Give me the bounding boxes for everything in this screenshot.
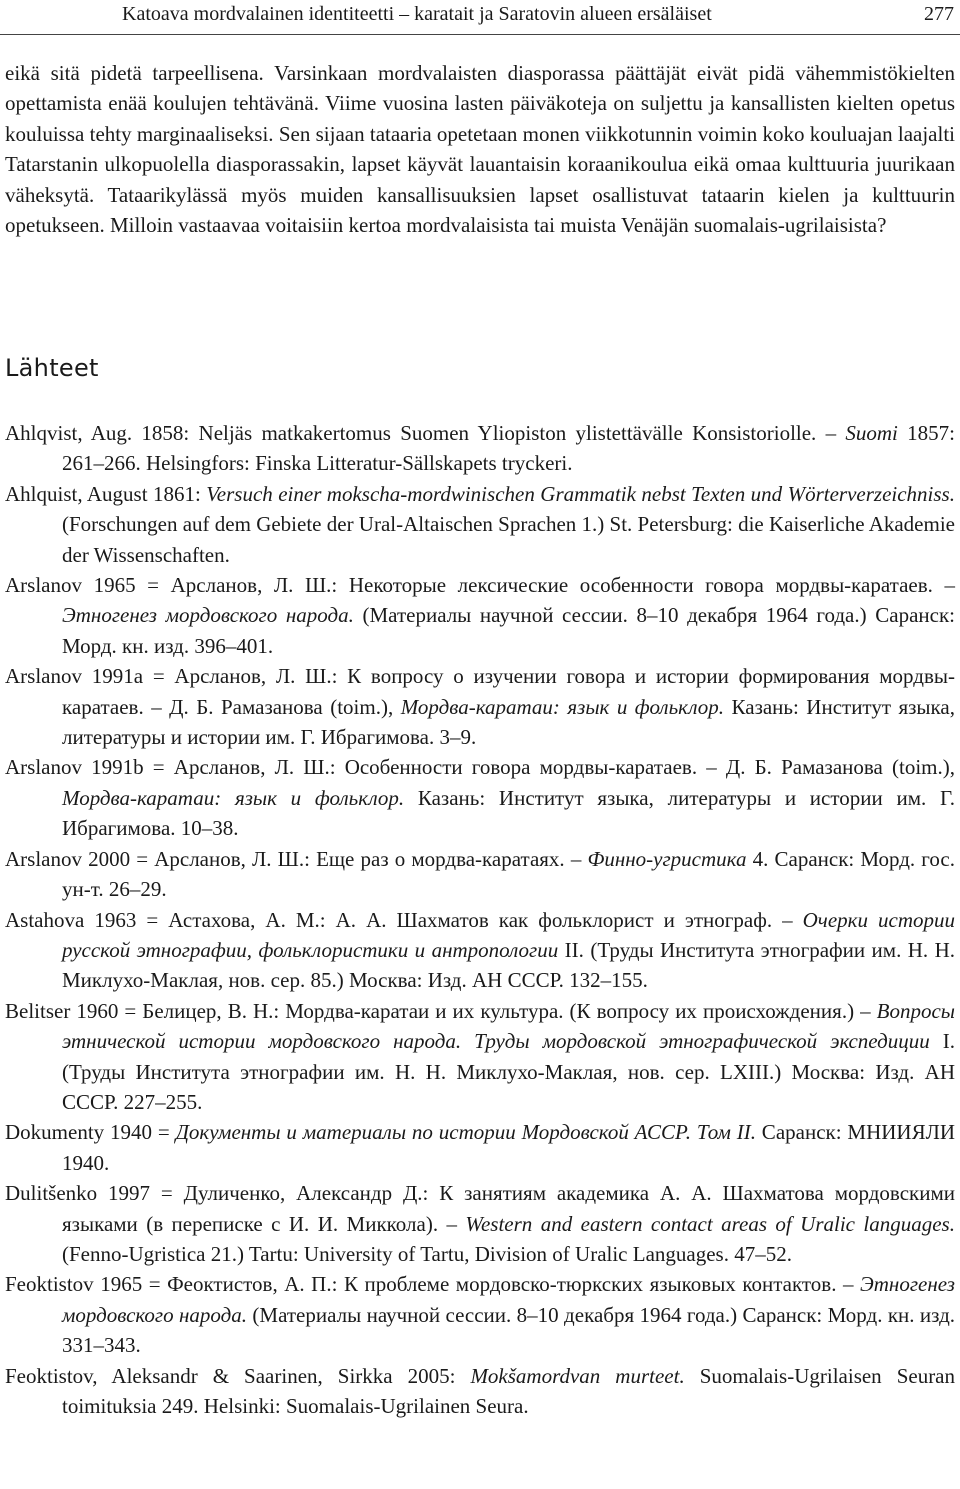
reference-text: Ahlquist, August 1861:	[5, 481, 207, 506]
running-header	[0, 0, 960, 35]
reference-text: (Fenno-Ugristica 21.) Tartu: University of Tartu, Division of Uralic Languages. 47–52.	[62, 1241, 792, 1266]
reference-title-italic: Документы и материалы по истории Мордовской АССР. Том II.	[175, 1120, 756, 1145]
reference-title-italic: Финно-угристика	[587, 846, 747, 871]
reference-title-italic: Мордва-каратаи: язык и фольклор.	[62, 785, 405, 810]
reference-list	[5, 418, 955, 1421]
reference-entry	[5, 661, 955, 752]
page-number: 277	[924, 3, 954, 25]
reference-title-italic: Mokšamordvan murteet.	[470, 1363, 685, 1388]
reference-title-italic: Versuch einer mokscha-mordwinischen Grammatik nebst Texten und Wörterverzeichniss.	[206, 481, 955, 506]
reference-text: Feoktistov, Aleksandr & Saarinen, Sirkka 2005:	[5, 1363, 471, 1388]
reference-text: (Материалы научной сессии. 8–10 декабря 1964 года.) Саранск: Морд. кн. изд. 331–343.	[62, 1302, 955, 1358]
section-heading-sources: Lähteet	[5, 354, 99, 382]
reference-text: (Forschungen auf dem Gebiete der Ural-Altaischen Sprachen 1.) St. Petersburg: die Kaiserliche Akademie der Wissenschaften.	[62, 512, 955, 567]
running-title: Katoava mordvalainen identiteetti – karatait ja Saratovin alueen ersäläiset	[122, 3, 712, 25]
reference-text: Arslanov 2000 = Арсланов, Л. Ш.: Еще раз о мордва-каратаях. –	[5, 846, 588, 871]
reference-title-italic: Очерки истории русской этнографии, фольклористики и антропологии	[62, 907, 955, 962]
reference-text: Dulitšenko 1997 = Дуличенко, Александр Д.: К занятиям академика А. А. Шахматова мордовскими языками (в переписке с И. И. Миккола). –	[5, 1181, 955, 1236]
reference-entry	[5, 752, 955, 843]
reference-entry	[5, 1269, 955, 1360]
body-paragraph: eikä sitä pidetä tarpeellisena. Varsinkaan mordvalaisten diasporassa päättäjät eivät pidä vähemmistökielten opettamista enää koulujen tehtävänä. Viime vuosina lasten päiväkoteja on suljettu ja kansallisten kielten opetus kouluissa tehty marginaaliseksi. Sen sijaan tataaria opetetaan monen viikkotunnin voimin koko kouluajan laajalti Tatarstanin ulkopuolella diasporassakin, lapset käyvät lauantaisin koraanikoulua eikä omaa kulttuuria juurikaan väheksytä. Tataarikylässä myös muiden kansallisuuksien lapset osallistuvat tataarin kielen ja kulttuurin opetukseen. Milloin vastaavaa voitaisiin kertoa mordvalaisista tai muista Venäjän suomalais-ugrilaisista?	[5, 61, 955, 238]
reference-entry	[5, 570, 955, 661]
reference-entry	[5, 479, 955, 570]
reference-title-italic: Мордва-каратаи: язык и фольклор.	[400, 694, 725, 719]
reference-text: Suomalais-Ugrilaisen Seuran toimituksia 249. Helsinki: Suomalais-Ugrilainen Seura.	[62, 1363, 956, 1418]
reference-title-italic: Этногенез мордовского народа.	[62, 1272, 955, 1327]
reference-title-italic: Western and eastern contact areas of Uralic languages.	[465, 1211, 955, 1236]
reference-entry	[5, 844, 955, 905]
reference-text: II. (Труды Института этнографии им. Н. Н. Миклухо-Маклая, нов. сер. 85.) Москва: Изд. АН СССР. 132–155.	[62, 937, 955, 993]
reference-text: Feoktistov 1965 = Феоктистов, А. П.: К проблеме мордовско-тюркских языковых контактов. –	[5, 1272, 860, 1297]
reference-entry	[5, 1117, 955, 1178]
reference-text: Arslanov 1991a = Арсланов, Л. Ш.: К вопросу о изучении говора и истории формирования мордвы-каратаев. – Д. Б. Рамазанова (toim.),	[5, 664, 955, 719]
reference-text: Казань: Институт языка, литературы и истории им. Г. Ибрагимова. 10–38.	[62, 785, 956, 841]
reference-text: Arslanov 1965 = Арсланов, Л. Ш.: Некоторые лексические особенности говора мордвы-каратаев. –	[5, 573, 955, 598]
reference-text: Ahlqvist, Aug. 1858: Neljäs matkakertomus Suomen Yliopiston ylistettävälle Konsistoriolle. –	[5, 421, 846, 445]
reference-text: 4. Саранск: Морд. гос. ун-т. 26–29.	[62, 846, 955, 902]
reference-text: Dokumenty 1940 =	[5, 1120, 176, 1145]
reference-text: Astahova 1963 = Астахова, А. М.: А. А. Шахматов как фольклорист и этнограф. –	[5, 907, 803, 932]
reference-entry	[5, 905, 955, 996]
reference-title-italic: Вопросы этнической истории мордовского народа. Труды мордовской этнографической экспедиции	[62, 998, 955, 1054]
reference-entry	[5, 1178, 955, 1269]
reference-entry	[5, 996, 955, 1118]
reference-text: Belitser 1960 = Белицер, В. Н.: Мордва-каратаи и их культура. (К вопросу их происхождения.) –	[5, 998, 877, 1023]
reference-text: (Материалы научной сессии. 8–10 декабря 1964 года.) Саранск: Морд. кн. изд. 396–401.	[62, 603, 955, 658]
reference-text: I. (Труды Института этнографии им. Н. Н. Миклухо-Маклая, нов. сер. LXIII.) Москва: Изд. АН СССР. 227–255.	[62, 1029, 955, 1114]
reference-text: 1857: 261–266. Helsingfors: Finska Litteratur-Sällskapets tryckeri.	[62, 421, 955, 476]
reference-title-italic: Этногенез мордовского народа.	[62, 603, 354, 628]
reference-entry	[5, 1361, 955, 1422]
reference-text: Саранск: МНИИЯЛИ 1940.	[62, 1120, 955, 1175]
reference-text: Arslanov 1991b = Арсланов, Л. Ш.: Особенности говора мордвы-каратаев. – Д. Б. Рамазанова (toim.),	[5, 755, 955, 780]
reference-title-italic: Suomi	[845, 421, 898, 445]
reference-text: Казань: Институт языка, литературы и истории им. Г. Ибрагимова. 3–9.	[62, 694, 955, 750]
reference-entry	[5, 418, 955, 479]
